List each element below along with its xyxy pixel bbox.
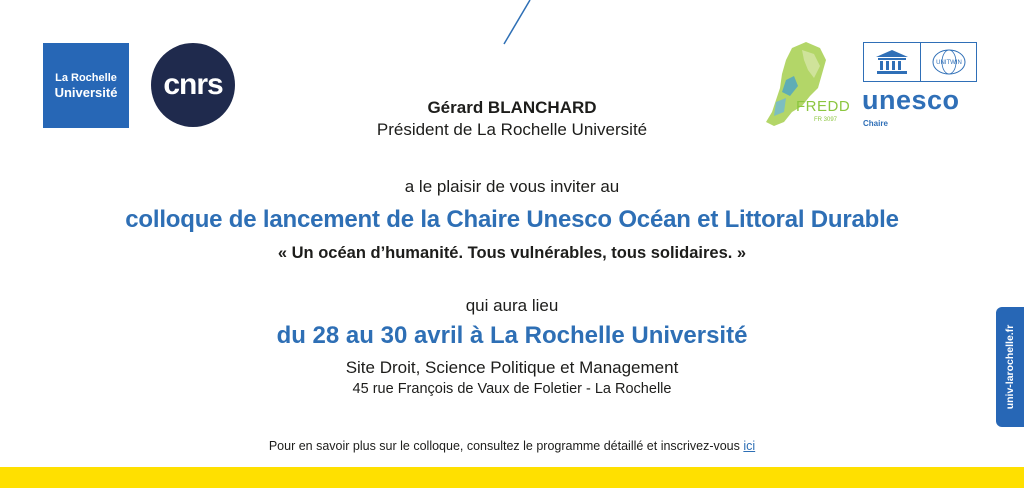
event-site: Site Droit, Science Politique et Management — [345, 358, 679, 377]
invitation-intro: a le plaisir de vous inviter au — [404, 177, 620, 196]
event-dates-place: du 28 au 30 avril à La Rochelle Université — [276, 322, 748, 349]
unitwin-label: UNITWIN — [935, 60, 962, 66]
unesco-chaire-logo[interactable] — [862, 42, 980, 132]
unitwin-emblem — [920, 43, 976, 81]
unesco-chaire-label: Chaire — [863, 119, 888, 128]
website-side-tab[interactable] — [996, 307, 1024, 427]
fredd-sub-label: FR 3097 — [814, 117, 838, 123]
event-tagline: « Un océan d’humanité. Tous vulnérables, tous solidaires. » — [277, 244, 747, 262]
logo-text-line1: La Rochelle — [55, 72, 117, 84]
host-role: Président de La Rochelle Université — [376, 120, 648, 139]
more-info-line — [0, 439, 1024, 453]
fredd-label: FREDD — [796, 98, 851, 115]
unitwin-globe-icon — [929, 47, 969, 77]
website-side-tab-label: univ-larochelle.fr — [1004, 324, 1016, 410]
unesco-temple-icon — [864, 43, 920, 81]
cnrs-logo-text: cnrs — [163, 68, 223, 101]
unesco-emblem-box — [863, 42, 977, 82]
event-title: colloque de lancement de la Chaire Unesco Océan et Littoral Durable — [125, 206, 899, 233]
footer-yellow-band — [0, 467, 1024, 488]
host-name: Gérard BLANCHARD — [427, 98, 597, 117]
unesco-wordmark: unesco — [862, 85, 960, 115]
logo-text-line2: Université — [54, 85, 118, 100]
register-link[interactable]: ici — [743, 439, 756, 453]
event-address: 45 rue François de Vaux de Foletier - La Rochelle — [352, 381, 672, 397]
lieu-intro: qui aura lieu — [465, 296, 559, 315]
more-info-text: Pour en savoir plus sur le colloque, consultez le programme détaillé et inscrivez-vous — [268, 439, 744, 453]
